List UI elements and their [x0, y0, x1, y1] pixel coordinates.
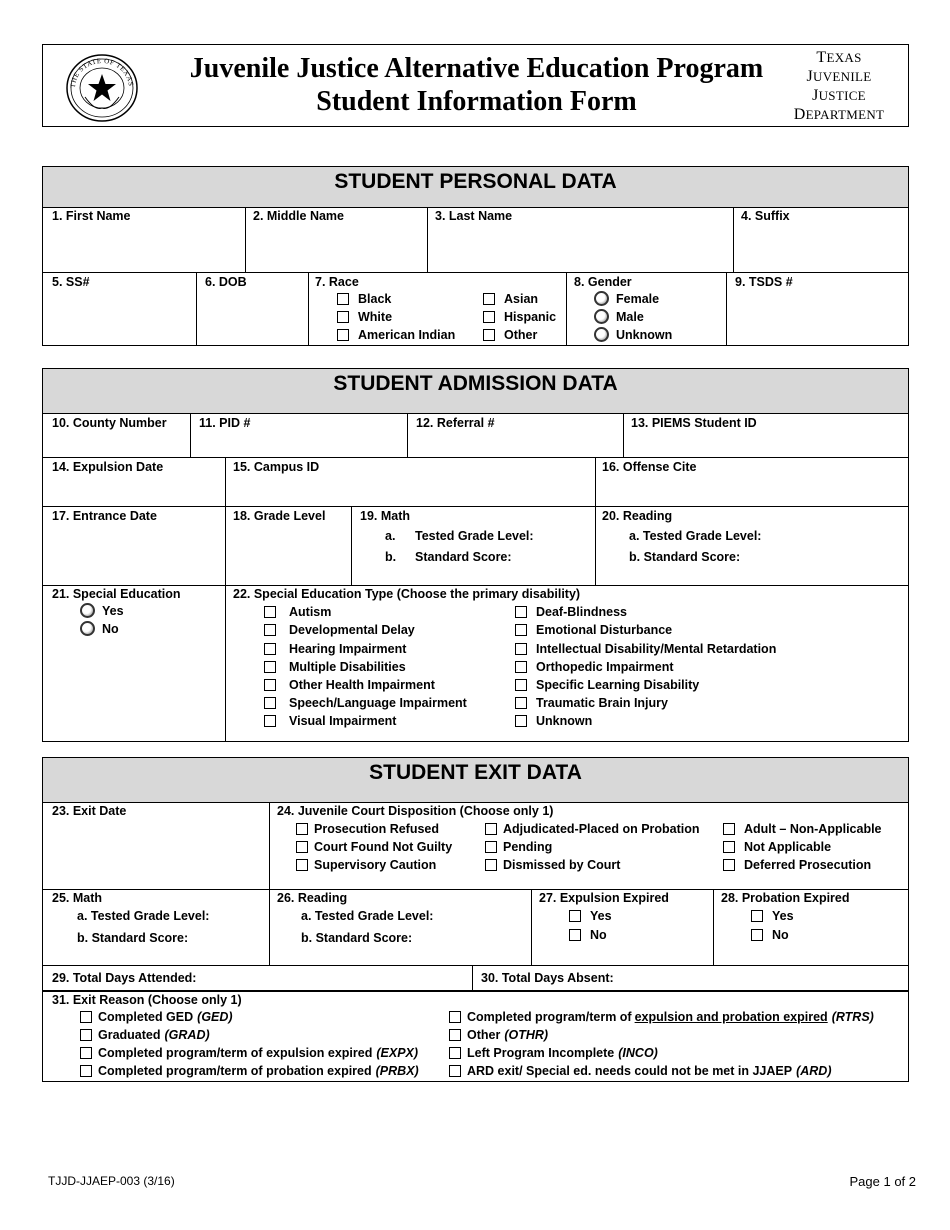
entrance-date-field[interactable]: 17. Entrance Date	[52, 509, 157, 523]
exit-math-label: 25. Math	[52, 891, 103, 905]
checkbox-icon	[515, 679, 527, 691]
checkbox-icon	[296, 823, 308, 835]
tsds-field[interactable]: 9. TSDS #	[735, 275, 793, 289]
checkbox-icon	[264, 697, 276, 709]
checkbox-icon	[483, 293, 495, 305]
radio-icon	[594, 327, 609, 342]
disposition-dismissed-checkbox[interactable]: Dismissed by Court	[485, 858, 620, 872]
disability-visual-impairment-checkbox[interactable]: Visual Impairment	[264, 714, 396, 728]
disability-multiple-disabilities-checkbox[interactable]: Multiple Disabilities	[264, 660, 406, 674]
total-days-absent-field[interactable]: 30. Total Days Absent:	[481, 971, 614, 985]
gender-label: 8. Gender	[574, 275, 632, 289]
disability-developmental-delay-checkbox[interactable]: Developmental Delay	[264, 623, 415, 637]
disposition-deferred-prosecution-checkbox[interactable]: Deferred Prosecution	[723, 858, 871, 872]
expulsion-expired-no-checkbox[interactable]: No	[569, 928, 607, 942]
disability-unknown-checkbox[interactable]: Unknown	[515, 714, 592, 728]
reason-expulsion-expired-checkbox[interactable]: Completed program/term of expulsion expired (EXPX)	[80, 1046, 418, 1060]
radio-icon	[594, 309, 609, 324]
checkbox-icon	[751, 929, 763, 941]
reason-ged-checkbox[interactable]: Completed GED (GED)	[80, 1010, 233, 1024]
grade-level-field[interactable]: 18. Grade Level	[233, 509, 326, 523]
special-ed-type-label: 22. Special Education Type (Choose the primary disability)	[233, 587, 581, 601]
disability-speech-language-checkbox[interactable]: Speech/Language Impairment	[264, 696, 467, 710]
dept-line-texas: TEXAS	[816, 49, 862, 66]
checkbox-icon	[569, 910, 581, 922]
reason-graduated-checkbox[interactable]: Graduated (GRAD)	[80, 1028, 210, 1042]
race-black-checkbox[interactable]: Black	[337, 292, 391, 306]
disability-other-health-impairment-checkbox[interactable]: Other Health Impairment	[264, 678, 435, 692]
exit-reading-tested-grade-field[interactable]: a. Tested Grade Level:	[301, 909, 434, 923]
disability-deaf-blindness-checkbox[interactable]: Deaf-Blindness	[515, 605, 627, 619]
disability-intellectual-checkbox[interactable]: Intellectual Disability/Mental Retardation	[515, 642, 776, 656]
disability-hearing-impairment-checkbox[interactable]: Hearing Impairment	[264, 642, 406, 656]
page-number: Page 1 of 2	[849, 1174, 916, 1189]
form-id: TJJD-JJAEP-003 (3/16)	[48, 1174, 175, 1188]
total-days-attended-field[interactable]: 29. Total Days Attended:	[52, 971, 197, 985]
radio-icon	[80, 603, 95, 618]
dept-line-justice: JUSTICE	[812, 87, 866, 104]
checkbox-icon	[449, 1065, 461, 1077]
exit-date-field[interactable]: 23. Exit Date	[52, 804, 127, 818]
disability-emotional-disturbance-checkbox[interactable]: Emotional Disturbance	[515, 623, 672, 637]
checkbox-icon	[80, 1065, 92, 1077]
checkbox-icon	[515, 697, 527, 709]
race-asian-checkbox[interactable]: Asian	[483, 292, 538, 306]
seal-text: THE STATE OF TEXAS	[68, 56, 135, 89]
reading-label: 20. Reading	[602, 509, 673, 523]
checkbox-icon	[337, 329, 349, 341]
probation-expired-yes-checkbox[interactable]: Yes	[751, 909, 794, 923]
checkbox-icon	[515, 624, 527, 636]
exit-math-tested-grade-field[interactable]: a. Tested Grade Level:	[77, 909, 210, 923]
ssn-field[interactable]: 5. SS#	[52, 275, 90, 289]
reading-tested-grade-field[interactable]: a. Tested Grade Level:	[629, 529, 762, 543]
probation-expired-label: 28. Probation Expired	[721, 891, 850, 905]
checkbox-icon	[723, 859, 735, 871]
math-a-marker: a.	[385, 529, 396, 543]
reading-standard-score-field[interactable]: b. Standard Score:	[629, 550, 741, 564]
checkbox-icon	[264, 679, 276, 691]
math-label: 19. Math	[360, 509, 411, 523]
disability-orthopedic-checkbox[interactable]: Orthopedic Impairment	[515, 660, 674, 674]
special-ed-yes-radio[interactable]: Yes	[80, 603, 124, 618]
checkbox-icon	[296, 841, 308, 853]
checkbox-icon	[449, 1029, 461, 1041]
checkbox-icon	[751, 910, 763, 922]
radio-icon	[594, 291, 609, 306]
checkbox-icon	[515, 643, 527, 655]
checkbox-icon	[264, 606, 276, 618]
disability-specific-learning-checkbox[interactable]: Specific Learning Disability	[515, 678, 699, 692]
county-number-field[interactable]: 10. County Number	[52, 416, 167, 430]
race-american-indian-checkbox[interactable]: American Indian	[337, 328, 455, 342]
checkbox-icon	[337, 293, 349, 305]
checkbox-icon	[723, 823, 735, 835]
middle-name-field[interactable]: 2. Middle Name	[253, 209, 344, 223]
checkbox-icon	[515, 661, 527, 673]
pid-field[interactable]: 11. PID #	[199, 416, 251, 430]
reason-probation-expired-checkbox[interactable]: Completed program/term of probation expired (PRBX)	[80, 1064, 419, 1078]
checkbox-icon	[264, 715, 276, 727]
checkbox-icon	[80, 1011, 92, 1023]
personal-data-section	[42, 166, 909, 346]
gender-male-radio[interactable]: Male	[594, 309, 644, 324]
math-standard-score-field[interactable]: Standard Score:	[415, 550, 512, 564]
exit-reading-standard-score-field[interactable]: b. Standard Score:	[301, 931, 413, 945]
probation-expired-no-checkbox[interactable]: No	[751, 928, 789, 942]
math-tested-grade-field[interactable]: Tested Grade Level:	[415, 529, 534, 543]
disposition-adjudicated-probation-checkbox[interactable]: Adjudicated-Placed on Probation	[485, 822, 700, 836]
checkbox-icon	[485, 859, 497, 871]
checkbox-icon	[449, 1047, 461, 1059]
dept-line-department: DEPARTMENT	[793, 106, 885, 123]
expulsion-date-field[interactable]: 14. Expulsion Date	[52, 460, 164, 474]
suffix-field[interactable]: 4. Suffix	[741, 209, 790, 223]
exit-section-title: STUDENT EXIT DATA	[43, 758, 908, 803]
race-hispanic-checkbox[interactable]: Hispanic	[483, 310, 556, 324]
checkbox-icon	[80, 1047, 92, 1059]
reason-other-checkbox[interactable]: Other (OTHR)	[449, 1028, 548, 1042]
expulsion-expired-label: 27. Expulsion Expired	[539, 891, 669, 905]
checkbox-icon	[485, 823, 497, 835]
exit-reason-label: 31. Exit Reason (Choose only 1)	[52, 993, 242, 1007]
disability-traumatic-brain-injury-checkbox[interactable]: Traumatic Brain Injury	[515, 696, 668, 710]
piems-student-id-field[interactable]: 13. PIEMS Student ID	[631, 416, 757, 430]
disposition-adult-non-applicable-checkbox[interactable]: Adult – Non-Applicable	[723, 822, 882, 836]
disposition-prosecution-refused-checkbox[interactable]: Prosecution Refused	[296, 822, 439, 836]
exit-data-section	[42, 757, 909, 1082]
checkbox-icon	[449, 1011, 461, 1023]
court-disposition-label: 24. Juvenile Court Disposition (Choose only 1)	[277, 804, 554, 818]
checkbox-icon	[296, 859, 308, 871]
admission-data-section	[42, 368, 909, 742]
offense-cite-field[interactable]: 16. Offense Cite	[602, 460, 697, 474]
campus-id-field[interactable]: 15. Campus ID	[233, 460, 320, 474]
race-label: 7. Race	[315, 275, 359, 289]
form-subtitle: Student Information Form	[316, 86, 637, 117]
dob-field[interactable]: 6. DOB	[205, 275, 247, 289]
referral-field[interactable]: 12. Referral #	[416, 416, 495, 430]
exit-reading-label: 26. Reading	[277, 891, 348, 905]
checkbox-icon	[485, 841, 497, 853]
checkbox-icon	[264, 643, 276, 655]
dept-line-juvenile: JUVENILE	[806, 68, 872, 85]
reason-expulsion-and-probation-checkbox[interactable]: Completed program/term of expulsion and probation expired (RTRS)	[449, 1010, 874, 1024]
exit-math-standard-score-field[interactable]: b. Standard Score:	[77, 931, 189, 945]
checkbox-icon	[264, 624, 276, 636]
form-header	[42, 44, 909, 127]
race-other-checkbox[interactable]: Other	[483, 328, 537, 342]
checkbox-icon	[569, 929, 581, 941]
checkbox-icon	[80, 1029, 92, 1041]
disposition-not-guilty-checkbox[interactable]: Court Found Not Guilty	[296, 840, 452, 854]
admission-section-title: STUDENT ADMISSION DATA	[43, 369, 908, 414]
checkbox-icon	[483, 311, 495, 323]
form-title: Juvenile Justice Alternative Education Program	[189, 53, 764, 84]
checkbox-icon	[483, 329, 495, 341]
checkbox-icon	[264, 661, 276, 673]
expulsion-expired-yes-checkbox[interactable]: Yes	[569, 909, 612, 923]
reason-ard-exit-checkbox[interactable]: ARD exit/ Special ed. needs could not be met in JJAEP (ARD)	[449, 1064, 832, 1078]
personal-section-title: STUDENT PERSONAL DATA	[43, 167, 908, 208]
checkbox-icon	[515, 606, 527, 618]
first-name-field[interactable]: 1. First Name	[52, 209, 131, 223]
checkbox-icon	[515, 715, 527, 727]
disposition-supervisory-caution-checkbox[interactable]: Supervisory Caution	[296, 858, 436, 872]
disability-autism-checkbox[interactable]: Autism	[264, 605, 331, 619]
special-education-label: 21. Special Education	[52, 587, 181, 601]
math-b-marker: b.	[385, 550, 397, 564]
race-white-checkbox[interactable]: White	[337, 310, 392, 324]
reason-incomplete-checkbox[interactable]: Left Program Incomplete (INCO)	[449, 1046, 658, 1060]
disposition-not-applicable-checkbox[interactable]: Not Applicable	[723, 840, 831, 854]
last-name-field[interactable]: 3. Last Name	[435, 209, 513, 223]
gender-unknown-radio[interactable]: Unknown	[594, 327, 672, 342]
gender-female-radio[interactable]: Female	[594, 291, 659, 306]
disposition-pending-checkbox[interactable]: Pending	[485, 840, 552, 854]
checkbox-icon	[337, 311, 349, 323]
checkbox-icon	[723, 841, 735, 853]
radio-icon	[80, 621, 95, 636]
special-ed-no-radio[interactable]: No	[80, 621, 119, 636]
